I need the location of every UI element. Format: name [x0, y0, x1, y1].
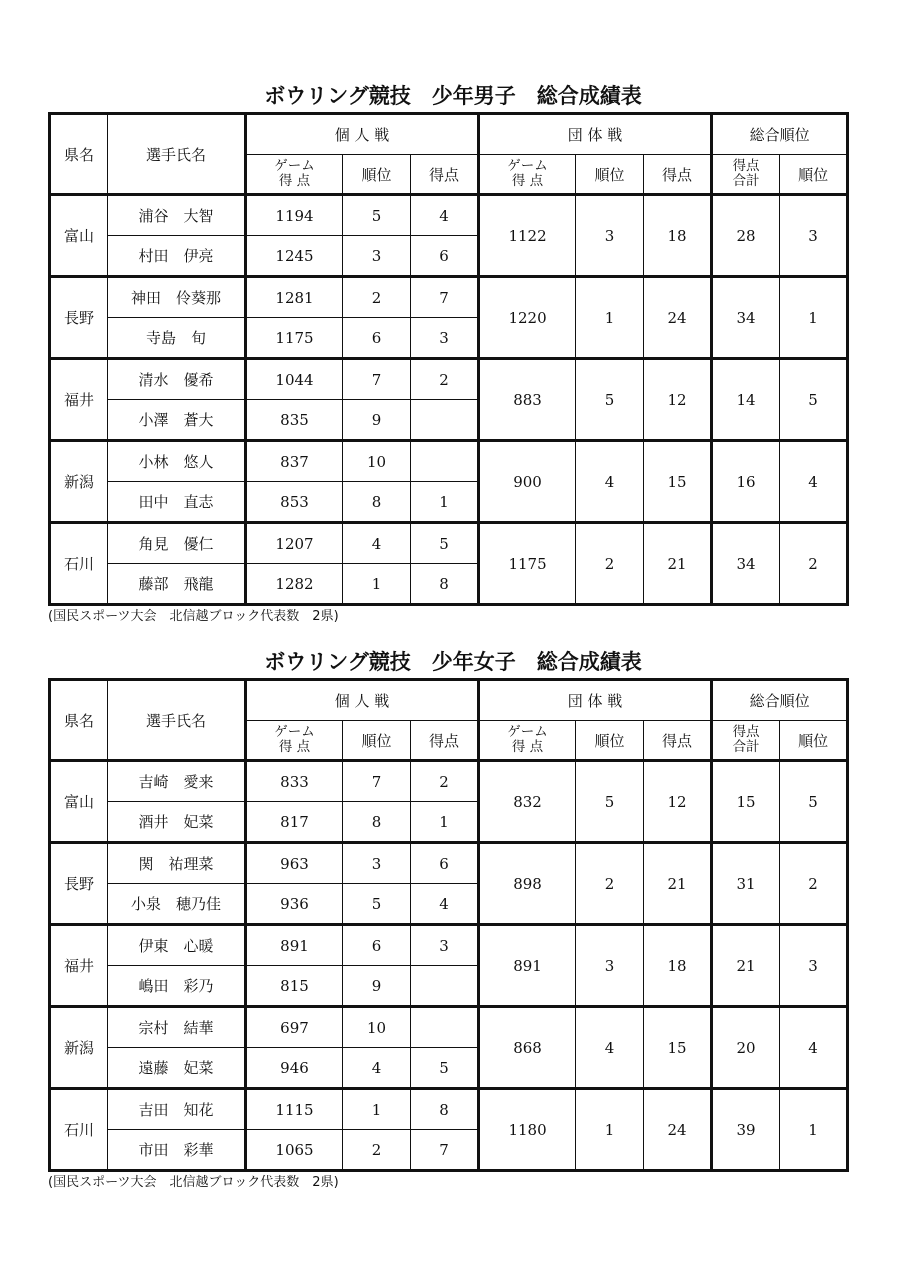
overall-rank: 1 [780, 277, 848, 359]
total-points: 34 [712, 523, 780, 605]
player-points [411, 966, 479, 1007]
player-game-score: 1245 [246, 236, 343, 277]
results-table [48, 112, 849, 606]
pref-cell: 福井 [50, 359, 108, 441]
player-rank: 6 [343, 925, 411, 966]
total-points: 21 [712, 925, 780, 1007]
team-rank: 1 [576, 1089, 644, 1171]
player-rank: 5 [343, 884, 411, 925]
pref-cell: 石川 [50, 1089, 108, 1171]
header-player: 選手氏名 [108, 114, 246, 195]
player-game-score: 833 [246, 761, 343, 802]
team-points: 18 [644, 195, 712, 277]
player-name: 神田 伶葵那 [108, 277, 246, 318]
player-rank: 10 [343, 1007, 411, 1048]
player-name: 宗村 結華 [108, 1007, 246, 1048]
overall-rank: 3 [780, 195, 848, 277]
team-points: 15 [644, 441, 712, 523]
pref-cell: 長野 [50, 277, 108, 359]
player-name: 清水 優希 [108, 359, 246, 400]
header-points: 得点 [411, 155, 479, 195]
overall-rank: 5 [780, 359, 848, 441]
header-team-game-score-line2: 得 点 [511, 739, 544, 755]
table-row [50, 925, 848, 966]
header-individual: 個 人 戦 [246, 680, 479, 721]
team-points: 12 [644, 359, 712, 441]
team-rank: 2 [576, 523, 644, 605]
overall-rank: 1 [780, 1089, 848, 1171]
player-game-score: 853 [246, 482, 343, 523]
team-rank: 3 [576, 195, 644, 277]
pref-cell: 石川 [50, 523, 108, 605]
player-name: 伊東 心暖 [108, 925, 246, 966]
player-rank: 2 [343, 277, 411, 318]
team-points: 21 [644, 843, 712, 925]
player-points: 5 [411, 1048, 479, 1089]
overall-rank: 3 [780, 925, 848, 1007]
header-game-score-line2: 得 点 [278, 739, 311, 755]
player-rank: 4 [343, 523, 411, 564]
team-rank: 5 [576, 359, 644, 441]
player-game-score: 1115 [246, 1089, 343, 1130]
footnote: (国民スポーツ大会 北信越ブロック代表数 2県) [48, 1175, 339, 1190]
header-team-game-score-line1: ゲーム [507, 158, 548, 174]
player-name: 小澤 蒼大 [108, 400, 246, 441]
player-points [411, 1007, 479, 1048]
overall-rank: 5 [780, 761, 848, 843]
player-game-score: 837 [246, 441, 343, 482]
pref-cell: 新潟 [50, 441, 108, 523]
player-points: 2 [411, 359, 479, 400]
player-game-score: 891 [246, 925, 343, 966]
table-row [50, 1007, 848, 1048]
player-game-score: 697 [246, 1007, 343, 1048]
team-game-score: 1175 [479, 523, 576, 605]
header-game-score-line1: ゲーム [274, 724, 315, 740]
team-rank: 4 [576, 441, 644, 523]
header-total [712, 721, 780, 761]
player-name: 村田 伊亮 [108, 236, 246, 277]
header-game-score [246, 721, 343, 761]
player-rank: 8 [343, 482, 411, 523]
header-player: 選手氏名 [108, 680, 246, 761]
player-points: 4 [411, 884, 479, 925]
player-points: 7 [411, 1130, 479, 1171]
player-name: 角見 優仁 [108, 523, 246, 564]
table-row [50, 523, 848, 564]
player-points: 6 [411, 236, 479, 277]
header-team-game-score-line2: 得 点 [511, 173, 544, 189]
player-points: 1 [411, 802, 479, 843]
table-row [50, 761, 848, 802]
header-pref: 県名 [50, 114, 108, 195]
header-team-points: 得点 [644, 721, 712, 761]
player-rank: 1 [343, 564, 411, 605]
player-rank: 10 [343, 441, 411, 482]
player-points [411, 400, 479, 441]
player-points: 2 [411, 761, 479, 802]
header-pref: 県名 [50, 680, 108, 761]
pref-cell: 新潟 [50, 1007, 108, 1089]
player-points: 3 [411, 925, 479, 966]
player-rank: 9 [343, 966, 411, 1007]
header-team-game-score [479, 721, 576, 761]
total-points: 39 [712, 1089, 780, 1171]
pref-cell: 富山 [50, 761, 108, 843]
player-points: 8 [411, 1089, 479, 1130]
team-points: 24 [644, 277, 712, 359]
header-overall: 総合順位 [712, 114, 848, 155]
player-name: 吉田 知花 [108, 1089, 246, 1130]
overall-rank: 2 [780, 523, 848, 605]
team-rank: 3 [576, 925, 644, 1007]
header-overall-rank: 順位 [780, 155, 848, 195]
player-game-score: 1065 [246, 1130, 343, 1171]
overall-rank: 2 [780, 843, 848, 925]
player-rank: 7 [343, 359, 411, 400]
team-rank: 4 [576, 1007, 644, 1089]
header-rank: 順位 [343, 155, 411, 195]
team-game-score: 898 [479, 843, 576, 925]
pref-cell: 富山 [50, 195, 108, 277]
team-points: 24 [644, 1089, 712, 1171]
team-points: 18 [644, 925, 712, 1007]
header-team-game-score-line1: ゲーム [507, 724, 548, 740]
header-team: 団 体 戦 [479, 680, 712, 721]
team-game-score: 900 [479, 441, 576, 523]
header-total [712, 155, 780, 195]
team-points: 12 [644, 761, 712, 843]
player-rank: 1 [343, 1089, 411, 1130]
player-name: 酒井 妃菜 [108, 802, 246, 843]
header-points: 得点 [411, 721, 479, 761]
total-points: 28 [712, 195, 780, 277]
table-row [50, 441, 848, 482]
player-name: 藤部 飛龍 [108, 564, 246, 605]
header-team-rank: 順位 [576, 155, 644, 195]
player-rank: 8 [343, 802, 411, 843]
total-points: 14 [712, 359, 780, 441]
team-game-score: 832 [479, 761, 576, 843]
player-points [411, 441, 479, 482]
table-row [50, 1089, 848, 1130]
player-game-score: 963 [246, 843, 343, 884]
player-name: 小泉 穂乃佳 [108, 884, 246, 925]
team-game-score: 883 [479, 359, 576, 441]
pref-cell: 長野 [50, 843, 108, 925]
player-points: 5 [411, 523, 479, 564]
player-rank: 2 [343, 1130, 411, 1171]
player-game-score: 1282 [246, 564, 343, 605]
total-points: 31 [712, 843, 780, 925]
player-name: 吉崎 愛来 [108, 761, 246, 802]
results-table [48, 678, 849, 1172]
total-points: 20 [712, 1007, 780, 1089]
total-points: 16 [712, 441, 780, 523]
header-overall-rank: 順位 [780, 721, 848, 761]
table-title: ボウリング競技 少年女子 総合成績表 [264, 650, 642, 674]
header-team-rank: 順位 [576, 721, 644, 761]
player-game-score: 817 [246, 802, 343, 843]
player-name: 市田 彩華 [108, 1130, 246, 1171]
results-section-boys [48, 80, 848, 628]
player-game-score: 835 [246, 400, 343, 441]
header-game-score-line2: 得 点 [278, 173, 311, 189]
player-name: 遠藤 妃菜 [108, 1048, 246, 1089]
player-rank: 5 [343, 195, 411, 236]
player-points: 3 [411, 318, 479, 359]
header-team: 団 体 戦 [479, 114, 712, 155]
team-rank: 1 [576, 277, 644, 359]
player-name: 関 祐理菜 [108, 843, 246, 884]
player-rank: 3 [343, 843, 411, 884]
player-game-score: 936 [246, 884, 343, 925]
table-row [50, 843, 848, 884]
header-total-line2: 合計 [732, 173, 760, 189]
player-game-score: 1207 [246, 523, 343, 564]
player-game-score: 1194 [246, 195, 343, 236]
table-row [50, 277, 848, 318]
player-name: 浦谷 大智 [108, 195, 246, 236]
player-rank: 7 [343, 761, 411, 802]
player-game-score: 1044 [246, 359, 343, 400]
header-total-line1: 得点 [732, 158, 760, 174]
header-team-game-score [479, 155, 576, 195]
team-game-score: 1122 [479, 195, 576, 277]
header-rank: 順位 [343, 721, 411, 761]
header-game-score [246, 155, 343, 195]
player-game-score: 946 [246, 1048, 343, 1089]
header-individual: 個 人 戦 [246, 114, 479, 155]
table-row [50, 359, 848, 400]
player-name: 嶋田 彩乃 [108, 966, 246, 1007]
player-name: 小林 悠人 [108, 441, 246, 482]
player-name: 寺島 旬 [108, 318, 246, 359]
header-team-points: 得点 [644, 155, 712, 195]
pref-cell: 福井 [50, 925, 108, 1007]
results-section-girls [48, 646, 848, 1194]
team-game-score: 1220 [479, 277, 576, 359]
player-points: 8 [411, 564, 479, 605]
player-points: 7 [411, 277, 479, 318]
footnote: (国民スポーツ大会 北信越ブロック代表数 2県) [48, 609, 339, 624]
player-rank: 4 [343, 1048, 411, 1089]
player-points: 4 [411, 195, 479, 236]
player-rank: 6 [343, 318, 411, 359]
player-game-score: 815 [246, 966, 343, 1007]
player-game-score: 1175 [246, 318, 343, 359]
team-rank: 2 [576, 843, 644, 925]
player-rank: 3 [343, 236, 411, 277]
player-rank: 9 [343, 400, 411, 441]
header-overall: 総合順位 [712, 680, 848, 721]
team-game-score: 868 [479, 1007, 576, 1089]
team-rank: 5 [576, 761, 644, 843]
player-points: 6 [411, 843, 479, 884]
header-total-line1: 得点 [732, 724, 760, 740]
header-game-score-line1: ゲーム [274, 158, 315, 174]
overall-rank: 4 [780, 1007, 848, 1089]
overall-rank: 4 [780, 441, 848, 523]
player-name: 田中 直志 [108, 482, 246, 523]
table-title: ボウリング競技 少年男子 総合成績表 [264, 84, 642, 108]
team-points: 21 [644, 523, 712, 605]
player-points: 1 [411, 482, 479, 523]
total-points: 15 [712, 761, 780, 843]
table-row [50, 195, 848, 236]
header-total-line2: 合計 [732, 739, 760, 755]
total-points: 34 [712, 277, 780, 359]
team-points: 15 [644, 1007, 712, 1089]
player-game-score: 1281 [246, 277, 343, 318]
team-game-score: 1180 [479, 1089, 576, 1171]
team-game-score: 891 [479, 925, 576, 1007]
